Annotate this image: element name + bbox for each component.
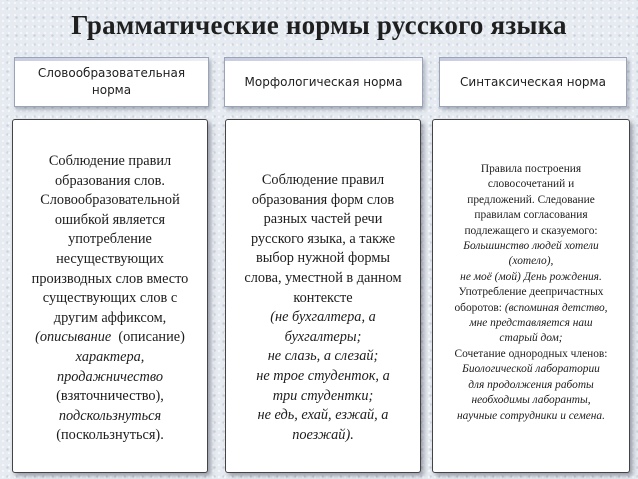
text-fragment: (вспоминая детство, [504,301,608,314]
header-syntactic-label: Синтаксическая норма [460,74,606,89]
text-line: не моё (мой) День рождения. [460,270,602,283]
text-line: словосочетаний и [487,178,575,191]
text-line: Большинство людей хотели [463,240,599,253]
text-line: не трое студенток, а [256,367,390,384]
text-line: старый дом; [499,332,563,345]
header-syntactic-norm [439,57,627,107]
word-formation-box [12,119,208,473]
header-morphological-label: Морфологическая норма [244,74,403,89]
text-line: употребление [68,231,152,248]
text-line: производных слов вместо [31,270,189,287]
text-line: другим аффиксом, [53,309,167,326]
text-line: образования слов. [55,172,165,189]
text-fragment: оборотов: [454,301,502,314]
syntactic-box [432,119,630,473]
text-line: Правила построения [480,163,582,175]
text-line: ошибкой является [54,211,166,228]
text-line: предложений. Следование [467,193,595,206]
text-line: не слазь, а слезай; [267,348,379,365]
text-line: правилам согласования [474,209,588,222]
text-line: Словообразовательной [40,192,180,209]
text-line: (взяточничество), [56,388,164,405]
morphological-box [225,119,421,473]
text-line-example [435,301,627,316]
header-word-formation-line1: Словообразовательная [37,66,186,80]
text-line: характера, [75,348,145,365]
text-line: три студентки; [272,387,374,404]
text-line: Соблюдение правил [261,172,385,188]
text-line: Биологической лаборатории [462,363,600,376]
text-line: русского языка, а также [250,230,396,247]
text-line: продажничество [57,368,163,385]
header-word-formation-norm [14,57,209,107]
text-line: поезжай). [292,426,354,443]
text-line: подлежащего и сказуемого: [464,224,598,237]
text-line: для продолжения работы [468,378,594,391]
example-correct: (описание) [118,329,185,346]
text-line: Употребление деепричастных [458,286,604,299]
text-line: бухгалтеры; [284,328,362,345]
text-line: необходимы лаборанты, [471,394,591,407]
text-line: разных частей речи [263,211,383,228]
text-line: несуществующих [56,250,164,267]
text-line-example [0,328,221,348]
text-line: подскользнуться [58,407,162,424]
header-word-formation-line2: норма [91,83,132,97]
text-line: существующих слов с [42,290,178,307]
text-line: образования форм слов [251,191,395,208]
text-line: Сочетание однородных членов: [454,347,608,360]
page-title: Грамматические нормы русского языка [71,10,567,40]
text-line: не едь, ехай, езжай, а [257,407,389,424]
text-line: научные сотрудники и семена. [457,409,605,422]
text-line: (не бухгалтера, а [270,309,376,326]
text-line: (поскользнуться). [56,427,164,444]
text-line: слова, уместной в данном [244,269,402,286]
text-line: (хотело), [508,255,554,268]
text-line: Соблюдение правил [48,153,172,169]
header-morphological-norm [224,57,423,107]
text-line: контексте [293,289,353,306]
example-wrong: (описывание [35,329,112,346]
text-line: выбор нужной формы [255,250,390,267]
text-line: мне представляется наш [469,317,593,330]
